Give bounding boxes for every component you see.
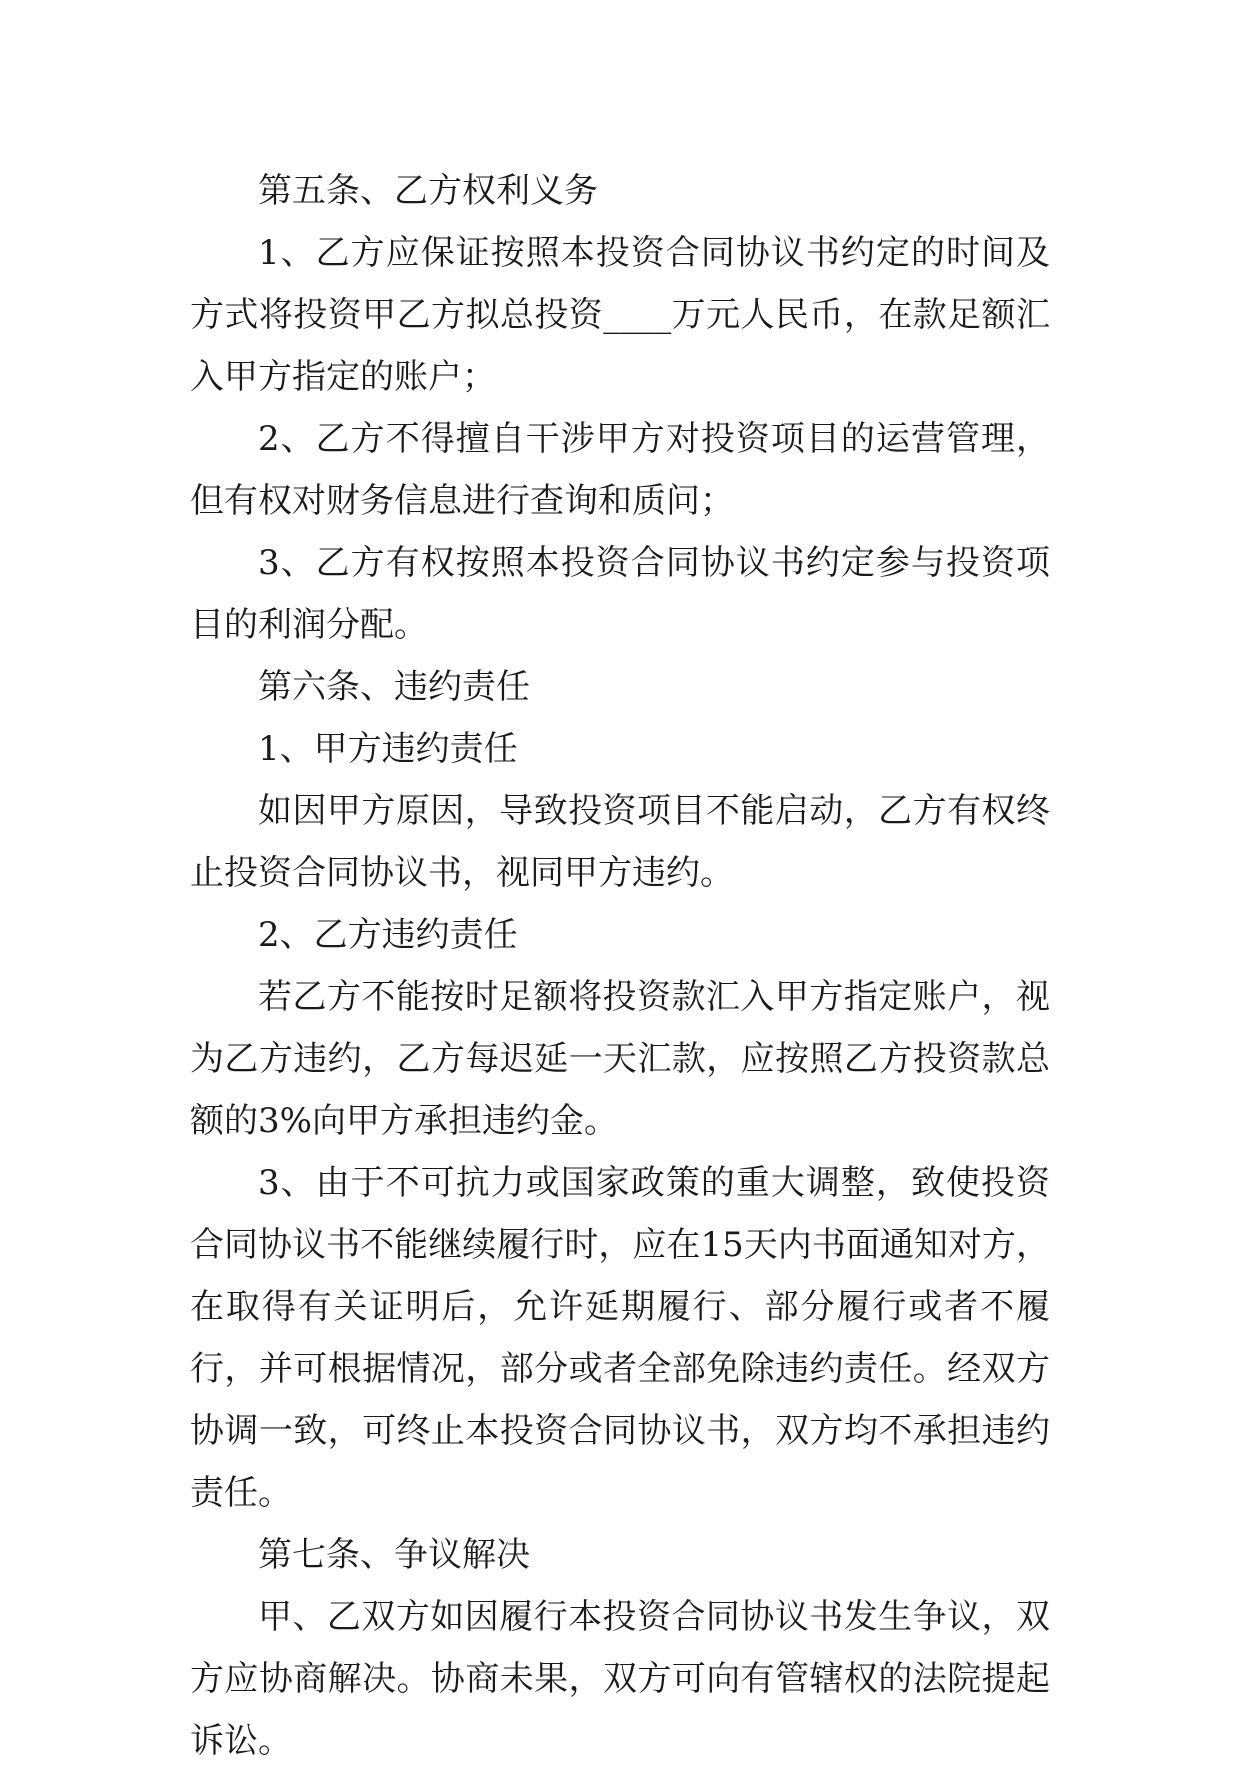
article-6-subheading-1: 1、甲方违约责任 — [258, 729, 518, 769]
article-6-clause-3: 3、由于不可抗力或国家政策的重大调整，致使投资合同协议书不能继续履行时，应在15天内书面通知对方，在取得有关证明后，允许延期履行、部分履行或者不履行，并可根据情况，部分或者全部免除违约责任。经双方协调一致，可终止本投资合同协议书，双方均不承担违约责任。 — [190, 1163, 1050, 1513]
article-6-heading: 第六条、违约责任 — [258, 667, 530, 707]
article-5-clause-2: 2、乙方不得擅自干涉甲方对投资项目的运营管理，但有权对财务信息进行查询和质问； — [190, 419, 1050, 521]
article-5-clause-3: 3、乙方有权按照本投资合同协议书约定参与投资项目的利润分配。 — [190, 543, 1050, 645]
article-7-heading: 第七条、争议解决 — [258, 1535, 530, 1575]
article-5-clause-1: 1、乙方应保证按照本投资合同协议书约定的时间及方式将投资甲乙方拟总投资____万元人民币，在款足额汇入甲方指定的账户； — [190, 233, 1050, 397]
article-6-clause-2-text: 若乙方不能按时足额将投资款汇入甲方指定账户，视为乙方违约，乙方每迟延一天汇款，应按照乙方投资款总额的3%向甲方承担违约金。 — [190, 977, 1050, 1141]
document-body — [190, 160, 1050, 1772]
article-7-text: 甲、乙双方如因履行本投资合同协议书发生争议，双方应协商解决。协商未果，双方可向有管辖权的法院提起诉讼。 — [190, 1597, 1050, 1761]
article-6-subheading-2: 2、乙方违约责任 — [258, 915, 518, 955]
article-5-heading: 第五条、乙方权利义务 — [258, 171, 598, 211]
article-6-clause-1-text: 如因甲方原因，导致投资项目不能启动，乙方有权终止投资合同协议书，视同甲方违约。 — [190, 791, 1050, 893]
